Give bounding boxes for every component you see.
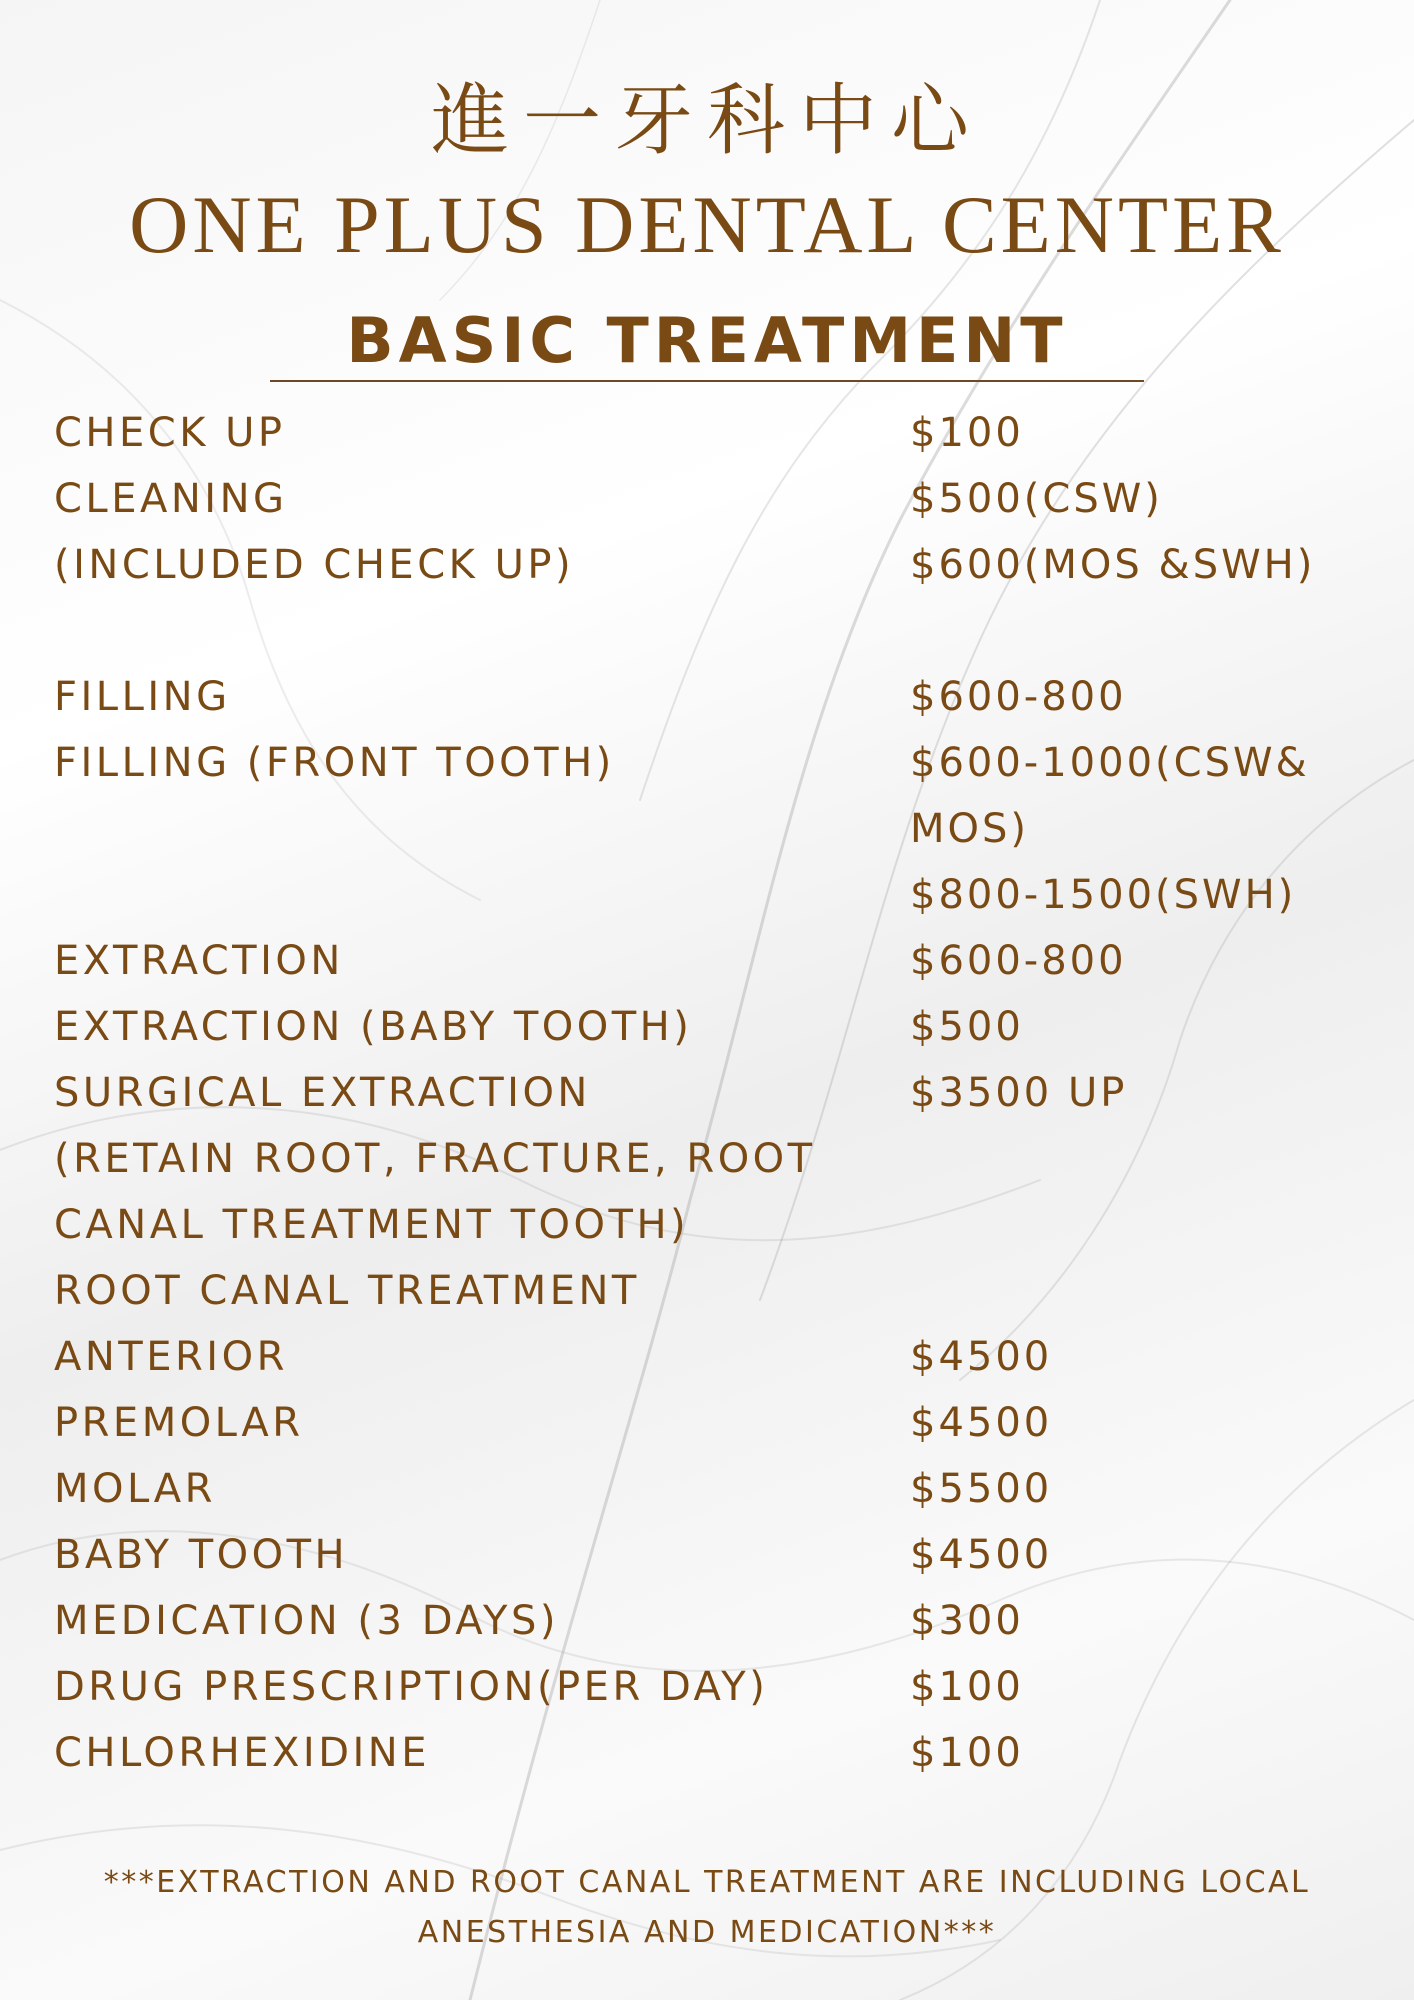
price-row — [0, 466, 1414, 532]
price-row — [0, 1654, 1414, 1720]
treatment-label: CHECK UP — [54, 410, 286, 456]
treatment-price: $600-800 — [910, 674, 1127, 720]
treatment-label: PREMOLAR — [54, 1400, 304, 1446]
treatment-label: CHLORHEXIDINE — [54, 1730, 430, 1776]
treatment-label: ANTERIOR — [54, 1334, 288, 1380]
treatment-price: $4500 — [910, 1334, 1053, 1380]
treatment-label: MEDICATION (3 DAYS) — [54, 1598, 559, 1644]
price-row — [0, 1060, 1414, 1126]
treatment-price: $4500 — [910, 1532, 1053, 1578]
treatment-price: $600-800 — [910, 938, 1127, 984]
treatment-label: SURGICAL EXTRACTION — [54, 1070, 591, 1116]
price-row — [0, 1456, 1414, 1522]
treatment-price: $500(CSW) — [910, 476, 1163, 522]
price-row — [0, 1720, 1414, 1786]
price-row — [0, 796, 1414, 862]
treatment-price: $600(MOS &SWH) — [910, 542, 1316, 588]
price-row — [0, 1522, 1414, 1588]
clinic-name-english: ONE PLUS DENTAL CENTER — [129, 179, 1285, 270]
footnote-line-1: ***EXTRACTION AND ROOT CANAL TREATMENT ARE INCLUDING LOCAL — [103, 1865, 1311, 1900]
treatment-price: $800-1500(SWH) — [910, 872, 1297, 918]
price-row-spacer — [0, 598, 1414, 664]
treatment-price: $5500 — [910, 1466, 1053, 1512]
treatment-price: MOS) — [910, 806, 1029, 852]
treatment-price: $300 — [910, 1598, 1024, 1644]
price-row — [0, 1588, 1414, 1654]
price-row — [0, 532, 1414, 598]
treatment-label: MOLAR — [54, 1466, 216, 1512]
treatment-label: ROOT CANAL TREATMENT — [54, 1268, 640, 1314]
treatment-price: $3500 UP — [910, 1070, 1128, 1116]
price-row — [0, 1324, 1414, 1390]
treatment-label: CLEANING — [54, 476, 288, 522]
treatment-label: FILLING (FRONT TOOTH) — [54, 740, 615, 786]
treatment-price: $4500 — [910, 1400, 1053, 1446]
price-row — [0, 862, 1414, 928]
price-row — [0, 928, 1414, 994]
treatment-label: DRUG PRESCRIPTION(PER DAY) — [54, 1664, 769, 1710]
treatment-label: (RETAIN ROOT, FRACTURE, ROOT — [54, 1136, 816, 1182]
section-heading: BASIC TREATMENT — [346, 304, 1068, 377]
footnote-line-2: ANESTHESIA AND MEDICATION*** — [417, 1915, 997, 1950]
treatment-label: EXTRACTION — [54, 938, 344, 984]
treatment-label: BABY TOOTH — [54, 1532, 349, 1578]
price-row — [0, 994, 1414, 1060]
price-row — [0, 1258, 1414, 1324]
price-row — [0, 1192, 1414, 1258]
heading-underline — [270, 380, 1144, 382]
clinic-name-chinese: 進一牙科中心 — [430, 76, 983, 166]
footnote — [0, 1858, 1414, 1958]
treatment-label: FILLING — [54, 674, 231, 720]
treatment-price: $100 — [910, 1730, 1024, 1776]
price-list — [0, 400, 1414, 1786]
treatment-price: $100 — [910, 1664, 1024, 1710]
treatment-price: $600-1000(CSW& — [910, 740, 1310, 786]
treatment-label: (INCLUDED CHECK UP) — [54, 542, 575, 588]
price-row — [0, 1390, 1414, 1456]
price-row — [0, 730, 1414, 796]
price-row — [0, 664, 1414, 730]
treatment-price: $500 — [910, 1004, 1024, 1050]
treatment-label: CANAL TREATMENT TOOTH) — [54, 1202, 690, 1248]
treatment-price: $100 — [910, 410, 1024, 456]
treatment-label: EXTRACTION (BABY TOOTH) — [54, 1004, 693, 1050]
price-row — [0, 400, 1414, 466]
price-row — [0, 1126, 1414, 1192]
